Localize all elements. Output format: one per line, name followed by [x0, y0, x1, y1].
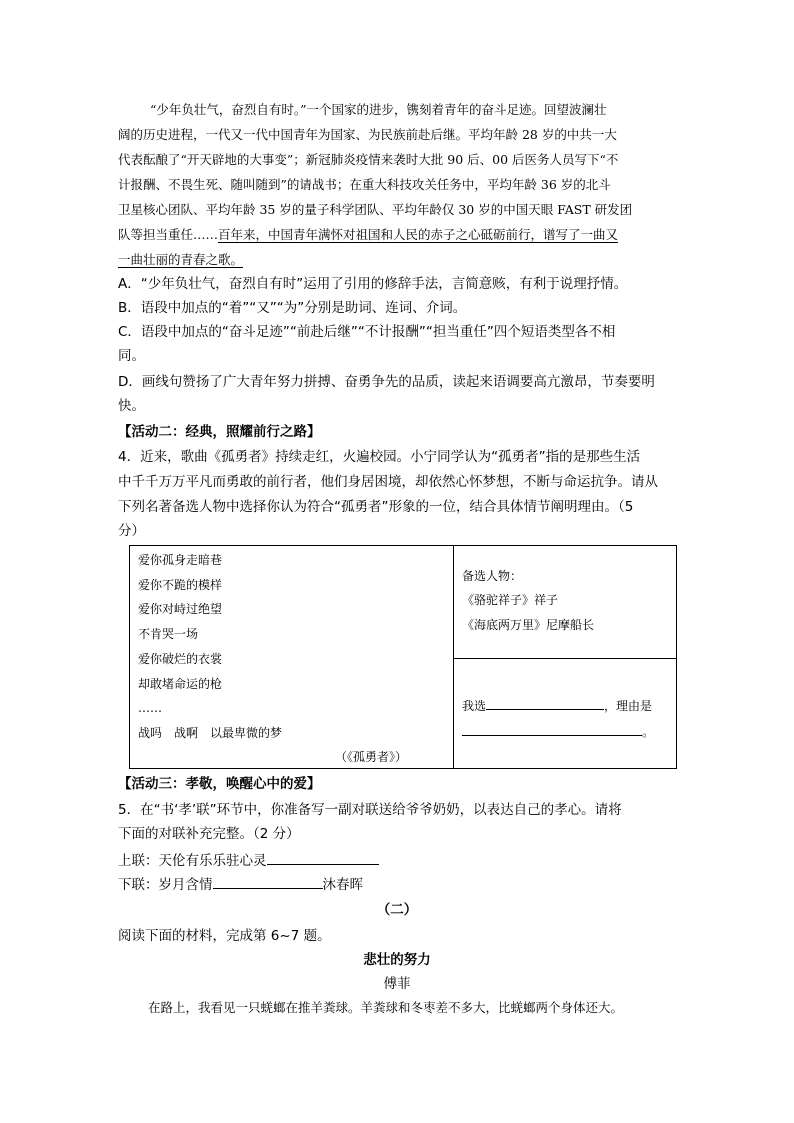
upper-blank[interactable]: [267, 850, 379, 865]
lower-label: 下联：岁月含情: [118, 877, 213, 893]
candidates-cell: [454, 546, 677, 659]
lower-blank[interactable]: [213, 874, 323, 889]
poem-line: 却敢堵命运的枪: [138, 677, 223, 691]
article-title: 悲壮的努力: [363, 952, 431, 968]
option-c-cont: 同。: [118, 348, 145, 364]
underlined-sentence: 百年来，中国青年满怀对祖国和人民的赤子之心砥砺前行，谱写了一曲又: [218, 227, 619, 242]
upper-label: 上联：天伦有乐乐驻心灵: [118, 853, 267, 869]
poem-line: 爱你不跪的模样: [138, 578, 223, 592]
reason-label: ，理由是: [604, 699, 653, 713]
question-5: 5．在“书‘孝’联”环节中，你准备写一副对联送给爷爷奶奶，以表达自己的孝心。请将: [118, 802, 622, 818]
poem-line: ……: [138, 701, 162, 715]
poem-line: 战吗 战啊 以最卑微的梦: [138, 726, 283, 740]
choose-label: 我选: [462, 699, 487, 713]
candidates-title: 备选人物：: [462, 569, 523, 583]
question-5: 下面的对联补充完整。（2 分）: [118, 826, 300, 842]
couplet-upper: [118, 850, 678, 871]
article-author: 傅菲: [383, 976, 411, 992]
option-b: B．语段中加点的“着”“又”“为”分别是助词、连词、介词。: [118, 300, 467, 316]
option-a: A．“少年负壮气，奋烈自有时”运用了引用的修辞手法，言简意赅，有利于说理抒情。: [118, 276, 628, 292]
passage-line: [118, 250, 678, 270]
poem-source: （《孤勇者》）: [335, 750, 408, 764]
lower-end: 沐春晖: [322, 877, 363, 893]
passage-line: “少年负壮气，奋烈自有时。”一个国家的进步，镌刻着青年的奋斗足迹。回望波澜壮: [150, 102, 607, 117]
section-instruction: 阅读下面的材料，完成第 6~7 题。: [118, 928, 331, 944]
candidate-item: 《海底两万里》尼摩船长: [462, 618, 595, 632]
option-c: C．语段中加点的“奋斗足迹”“前赴后继”“不计报酬”“担当重任”四个短语类型各不相: [118, 324, 616, 340]
passage-line: 卫星核心团队、平均年龄 35 岁的量子科学团队、平均年龄仅 30 岁的中国天眼 FAST 研发团: [118, 202, 633, 217]
activity2-heading: 【活动二：经典，照耀前行之路】: [118, 424, 321, 440]
question-4: 下列名著备选人物中选择你认为符合“孤勇者”形象的一位，结合具体情节阐明理由。（5: [118, 499, 634, 515]
couplet-lower: [118, 874, 678, 895]
poem-line: 爱你破烂的衣裳: [138, 652, 223, 666]
choice-blank[interactable]: [486, 695, 604, 710]
answer-line: [462, 695, 652, 714]
passage-line: 代表酝酿了“开天辟地的大事变”；新冠肺炎疫情来袭时大批 90 后、00 后医务人员写下“不: [118, 152, 619, 167]
passage-line: 计报酬、不畏生死、随叫随到”的请战书；在重大科技攻关任务中，平均年龄 36 岁的北斗: [118, 177, 611, 192]
poem-line: 爱你对峙过绝望: [138, 602, 223, 616]
question-4: 中千千万万平凡而勇敢的前行者，他们身居困境，却依然心怀梦想，不断与命运抗争。请从: [118, 474, 658, 490]
article-first-line: 在路上，我看见一只蜣螂在推羊粪球。羊粪球和冬枣差不多大，比蜣螂两个身体还大。: [148, 1000, 624, 1015]
question-4: 分）: [118, 523, 145, 539]
activity3-heading: 【活动三：孝敬，唤醒心中的爱】: [118, 776, 321, 792]
period: 。: [642, 725, 655, 739]
section-title: （二）: [376, 902, 418, 918]
underlined-sentence: 一曲壮丽的青春之歌。: [118, 252, 244, 267]
reason-blank[interactable]: [462, 721, 642, 736]
option-d: D．画线句赞扬了广大青年努力拼搏、奋勇争先的品质，读起来语调要高亢激昂，节奏要明: [118, 374, 655, 390]
passage-line: [118, 225, 678, 245]
answer-cell: [454, 659, 677, 769]
question-4-table: [129, 545, 677, 769]
question-4: 4．近来，歌曲《孤勇者》持续走红，火遍校园。小宁同学认为“孤勇者”指的是那些生活: [118, 449, 641, 465]
answer-line: [462, 721, 654, 740]
candidate-item: 《骆驼祥子》祥子: [462, 593, 559, 607]
passage-line: 阔的历史进程，一代又一代中国青年为国家、为民族前赴后继。平均年龄 28 岁的中共一大: [118, 127, 617, 142]
poem-cell: [130, 546, 454, 769]
poem-line: 不肯哭一场: [138, 627, 199, 641]
passage-text: 队等担当重任……: [118, 227, 219, 242]
poem-line: 爱你孤身走暗巷: [138, 553, 223, 567]
option-d-cont: 快。: [118, 398, 145, 414]
